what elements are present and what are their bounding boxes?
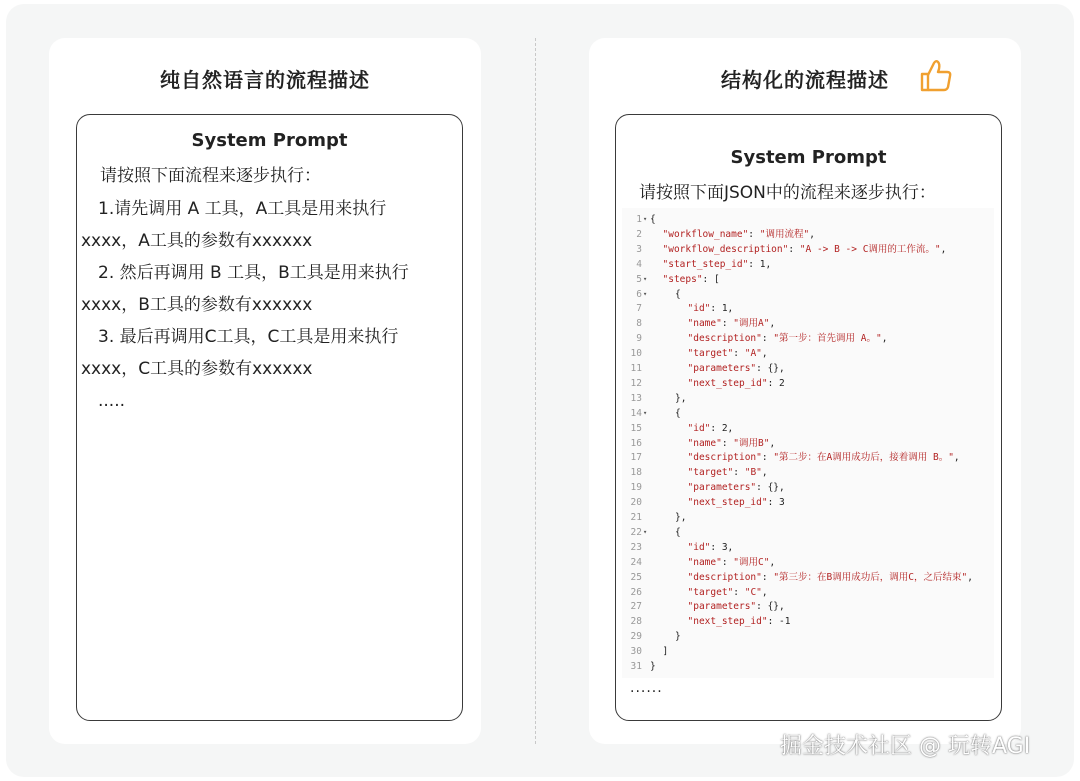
code-text: "parameters": {}, — [687, 363, 785, 374]
line-number: 12 — [630, 377, 642, 389]
line-number: 7 — [636, 303, 642, 315]
code-line — [622, 316, 994, 331]
fold-arrow-icon[interactable]: ▾ — [643, 408, 648, 417]
code-text: "workflow_description": "A -> B -> C调用的工作流。", — [662, 243, 947, 255]
code-line — [622, 644, 994, 659]
code-text: "description": "第一步：首先调用 A。", — [687, 333, 888, 345]
right-panel-title: 结构化的流程描述 — [721, 68, 889, 92]
code-line — [622, 599, 994, 614]
code-text: "workflow_name": "调用流程", — [662, 228, 815, 240]
code-text: "target": "C", — [687, 586, 768, 598]
code-line — [622, 331, 994, 346]
code-line — [622, 540, 994, 555]
code-text: "target": "A", — [687, 348, 768, 360]
code-line — [622, 272, 994, 287]
code-text: "next_step_id": 2 — [687, 377, 785, 389]
code-text: { — [650, 214, 656, 225]
code-line — [622, 555, 994, 570]
code-line — [622, 257, 994, 272]
code-text: "description": "第二步：在A调用成功后，接着调用 B。", — [687, 452, 960, 464]
thumbs-up-icon — [918, 58, 954, 94]
line-number: 20 — [630, 497, 642, 509]
code-line — [622, 525, 994, 540]
code-line — [622, 510, 994, 525]
prompt-line: 1.请先调用 A 工具，A工具是用来执行 — [98, 199, 387, 219]
line-number: 5 — [636, 273, 642, 285]
code-text: "name": "调用C", — [687, 556, 776, 568]
right-system-prompt-box — [615, 114, 1002, 721]
code-line — [622, 361, 994, 376]
code-line — [622, 480, 994, 495]
line-number: 28 — [630, 616, 642, 628]
code-text: }, — [675, 392, 687, 404]
prompt-line: 请按照下面流程来逐步执行： — [100, 166, 321, 186]
prompt-line: xxxx，B工具的参数有xxxxxx — [81, 295, 313, 315]
code-text: "name": "调用B", — [687, 437, 776, 449]
line-number: 11 — [630, 363, 642, 374]
fold-arrow-icon[interactable]: ▾ — [643, 215, 648, 223]
code-text: "steps": [ — [662, 273, 720, 285]
prompt-line: xxxx，C工具的参数有xxxxxx — [81, 359, 313, 379]
code-text: "target": "B", — [687, 467, 768, 479]
code-line — [622, 614, 994, 629]
prompt-line: xxxx，A工具的参数有xxxxxx — [81, 231, 313, 251]
line-number: 31 — [630, 661, 642, 672]
code-text: } — [650, 661, 656, 672]
code-text: "parameters": {}, — [687, 601, 785, 613]
code-text: "id": 2, — [687, 422, 734, 434]
line-number: 10 — [630, 348, 642, 360]
code-line — [622, 570, 994, 585]
line-number: 4 — [636, 258, 642, 270]
line-number: 15 — [630, 422, 642, 434]
line-number: 18 — [630, 467, 642, 479]
code-line — [622, 465, 994, 480]
line-number: 1 — [636, 214, 642, 225]
code-line — [622, 421, 994, 436]
left-system-prompt-box — [76, 114, 463, 721]
code-line — [622, 436, 994, 451]
line-number: 23 — [630, 541, 642, 553]
prompt-line: 3. 最后再调用C工具，C工具是用来执行 — [98, 327, 399, 347]
line-number: 22 — [630, 526, 642, 538]
line-number: 8 — [636, 318, 642, 330]
json-code-block — [622, 208, 994, 678]
code-line — [622, 346, 994, 361]
watermark: 掘金技术社区 @ 玩转AGI — [780, 734, 1031, 759]
code-text: } — [675, 631, 681, 643]
code-text: "next_step_id": 3 — [687, 497, 785, 509]
fold-arrow-icon[interactable]: ▾ — [643, 274, 648, 283]
code-line — [622, 242, 994, 257]
code-line — [622, 659, 994, 674]
line-number: 13 — [630, 392, 642, 404]
left-panel-title: 纯自然语言的流程描述 — [160, 68, 370, 92]
dashed-divider — [535, 38, 536, 744]
code-text: { — [675, 407, 681, 419]
code-line — [622, 376, 994, 391]
code-text: "start_step_id": 1, — [662, 258, 772, 270]
trailing-ellipsis: ...... — [630, 680, 663, 696]
code-text: }, — [675, 512, 687, 523]
code-text: "parameters": {}, — [687, 482, 785, 494]
code-text: "description": "第三步：在B调用成功后，调用C，之后结束", — [687, 571, 973, 583]
code-line — [622, 227, 994, 242]
right-system-prompt-title: System Prompt — [730, 147, 887, 168]
line-number: 9 — [636, 333, 642, 345]
line-number: 17 — [630, 452, 642, 464]
line-number: 16 — [630, 437, 642, 449]
code-line — [622, 287, 994, 302]
code-text: { — [675, 526, 681, 538]
fold-arrow-icon[interactable]: ▾ — [643, 289, 648, 298]
code-line — [622, 212, 994, 227]
line-number: 26 — [630, 586, 642, 598]
code-text: "id": 1, — [687, 303, 734, 315]
code-line — [622, 301, 994, 316]
code-line — [622, 629, 994, 644]
line-number: 29 — [630, 631, 642, 643]
prompt-line: 2. 然后再调用 B 工具，B工具是用来执行 — [98, 263, 409, 283]
line-number: 14 — [630, 407, 642, 419]
line-number: 30 — [630, 646, 642, 658]
left-system-prompt-title: System Prompt — [191, 130, 348, 151]
code-line — [622, 450, 994, 465]
code-text: { — [675, 288, 681, 300]
code-line — [622, 391, 994, 406]
fold-arrow-icon[interactable]: ▾ — [643, 527, 648, 536]
line-number: 25 — [630, 571, 642, 583]
code-text: ] — [662, 646, 669, 658]
code-line — [622, 495, 994, 510]
code-line — [622, 585, 994, 600]
prompt-line: ..... — [98, 391, 126, 411]
code-text: "name": "调用A", — [687, 318, 776, 330]
line-number: 6 — [636, 288, 642, 300]
json-intro-text: 请按照下面JSON中的流程来逐步执行： — [639, 183, 936, 203]
line-number: 24 — [630, 556, 642, 568]
line-number: 27 — [630, 601, 642, 613]
line-number: 19 — [630, 482, 642, 494]
line-number: 2 — [636, 228, 642, 240]
code-text: "next_step_id": -1 — [687, 616, 791, 628]
line-number: 21 — [630, 512, 642, 523]
line-number: 3 — [636, 243, 642, 255]
code-text: "id": 3, — [687, 541, 734, 553]
code-line — [622, 406, 994, 421]
